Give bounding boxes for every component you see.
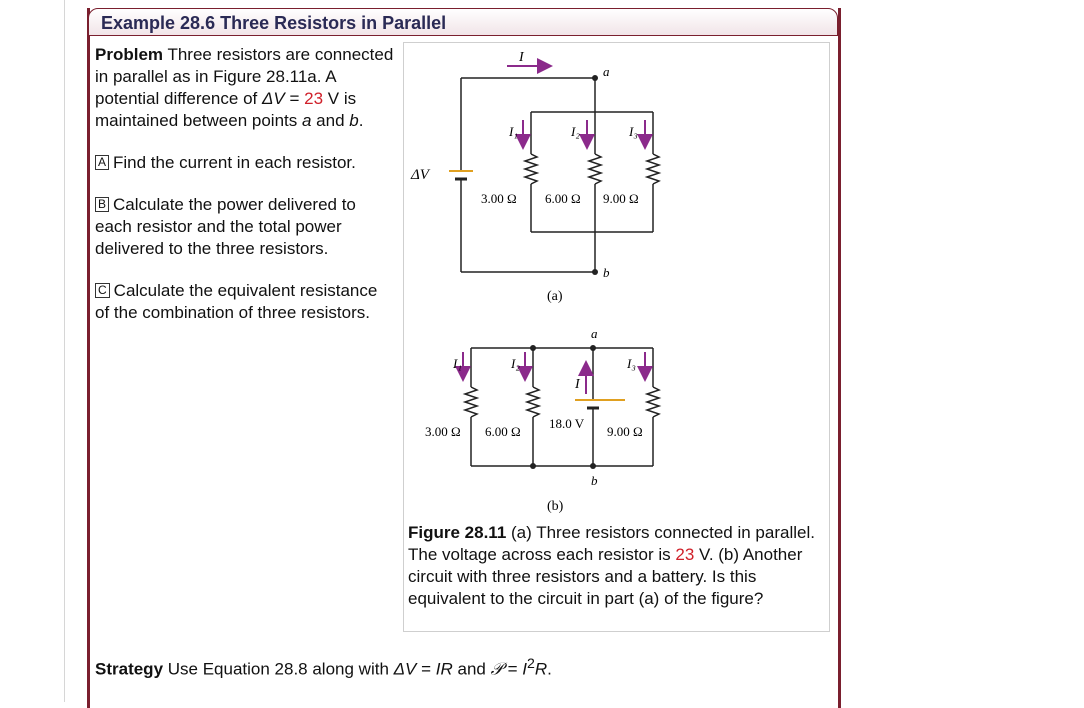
r3-label-a: 9.00 Ω xyxy=(603,191,639,206)
strategy-eq2: = xyxy=(502,659,523,679)
caption-value: 23 xyxy=(675,545,695,564)
part-b-toggle[interactable]: B xyxy=(95,197,109,212)
strategy-end: . xyxy=(547,659,552,679)
r1-label-b: 3.00 Ω xyxy=(425,424,461,439)
r2-label-b: 6.00 Ω xyxy=(485,424,521,439)
part-a-toggle[interactable]: A xyxy=(95,155,109,170)
strategy-line xyxy=(95,653,815,681)
current-label-b: I xyxy=(575,377,580,392)
r2-label-a: 6.00 Ω xyxy=(545,191,581,206)
part-b-text: Calculate the power delivered to each resistor and the total power delivered to the three resistors. xyxy=(95,195,356,258)
part-c-toggle[interactable]: C xyxy=(95,283,110,298)
example-title: Example 28.6 Three Resistors in Parallel xyxy=(101,13,447,33)
problem-column xyxy=(95,44,395,344)
r3-label-b: 9.00 Ω xyxy=(607,424,643,439)
problem-point-b: b xyxy=(349,111,359,130)
r1-label-a: 3.00 Ω xyxy=(481,191,517,206)
panel-label-a: (a) xyxy=(547,289,563,304)
strategy-r: R xyxy=(534,659,548,679)
node-b-top-dot-1 xyxy=(530,345,536,351)
node-a-dot xyxy=(592,75,598,81)
i1-label-b: I₁ xyxy=(453,356,462,371)
i3-label-b: I₃ xyxy=(627,356,636,371)
part-c-text: Calculate the equivalent resistance of the combination of three resistors. xyxy=(95,281,378,322)
node-b-dot xyxy=(592,269,598,275)
part-b xyxy=(95,194,395,260)
battery-b xyxy=(575,400,625,408)
strategy-i: I xyxy=(522,659,527,679)
caption-text-1: (a) Three resistors connected in parallel. The voltage across each resistor is xyxy=(408,523,815,564)
i3-label-a: I₃ xyxy=(629,124,638,139)
part-a xyxy=(95,152,395,174)
strategy-ir: IR xyxy=(435,659,453,679)
node-a-label: a xyxy=(603,64,610,79)
circuit-figure xyxy=(403,42,830,522)
i2-label-a: I₂ xyxy=(571,124,580,139)
problem-text-2: V is maintained between points xyxy=(95,89,357,130)
node-b-bottom-dot-2 xyxy=(590,463,596,469)
circuit-a xyxy=(461,78,659,272)
figure-caption xyxy=(408,522,826,610)
problem-point-a: a xyxy=(301,111,312,130)
node-b-label: b xyxy=(603,265,610,280)
dv-label-a: ΔV xyxy=(411,167,429,183)
battery-label-b: 18.0 V xyxy=(549,416,585,431)
strategy-power-symbol: 𝒫 xyxy=(490,659,503,679)
problem-eq: = xyxy=(284,89,305,108)
strategy-and: and xyxy=(452,659,491,679)
node-b-label-b: b xyxy=(591,473,598,488)
strategy-text: Use Equation 28.8 along with xyxy=(163,659,394,679)
strategy-dv: ΔV xyxy=(393,659,417,679)
problem-text-1: Three resistors are connected in parallel as in Figure 28.11a. A potential difference of xyxy=(95,45,394,108)
strategy-sup: 2 xyxy=(526,656,535,672)
strategy-eq1: = xyxy=(416,659,436,679)
part-a-text: Find the current in each resistor. xyxy=(113,153,356,172)
node-b-bottom-dot-1 xyxy=(530,463,536,469)
page-left-rule xyxy=(64,0,65,702)
problem-statement xyxy=(95,44,395,132)
problem-dv: ΔV xyxy=(261,89,285,108)
node-b-top-dot-2 xyxy=(590,345,596,351)
example-header xyxy=(88,8,838,36)
battery-a xyxy=(449,171,473,179)
panel-label-b: (b) xyxy=(547,499,564,514)
problem-and: and xyxy=(311,111,350,130)
node-a-label-b: a xyxy=(591,326,598,341)
i2-label-b: I₂ xyxy=(511,356,520,371)
part-c xyxy=(95,280,395,324)
caption-label: Figure 28.11 xyxy=(408,523,507,542)
current-label-a: I xyxy=(519,50,524,65)
i1-label-a: I₁ xyxy=(509,124,518,139)
problem-end: . xyxy=(358,111,364,130)
caption-text-2: V. (b) Another circuit with three resistors and a battery. Is this equivalent to the circuit in part (a) of the figure? xyxy=(408,545,803,608)
problem-value: 23 xyxy=(304,89,324,108)
strategy-label: Strategy xyxy=(95,659,164,679)
problem-label: Problem xyxy=(95,45,164,64)
